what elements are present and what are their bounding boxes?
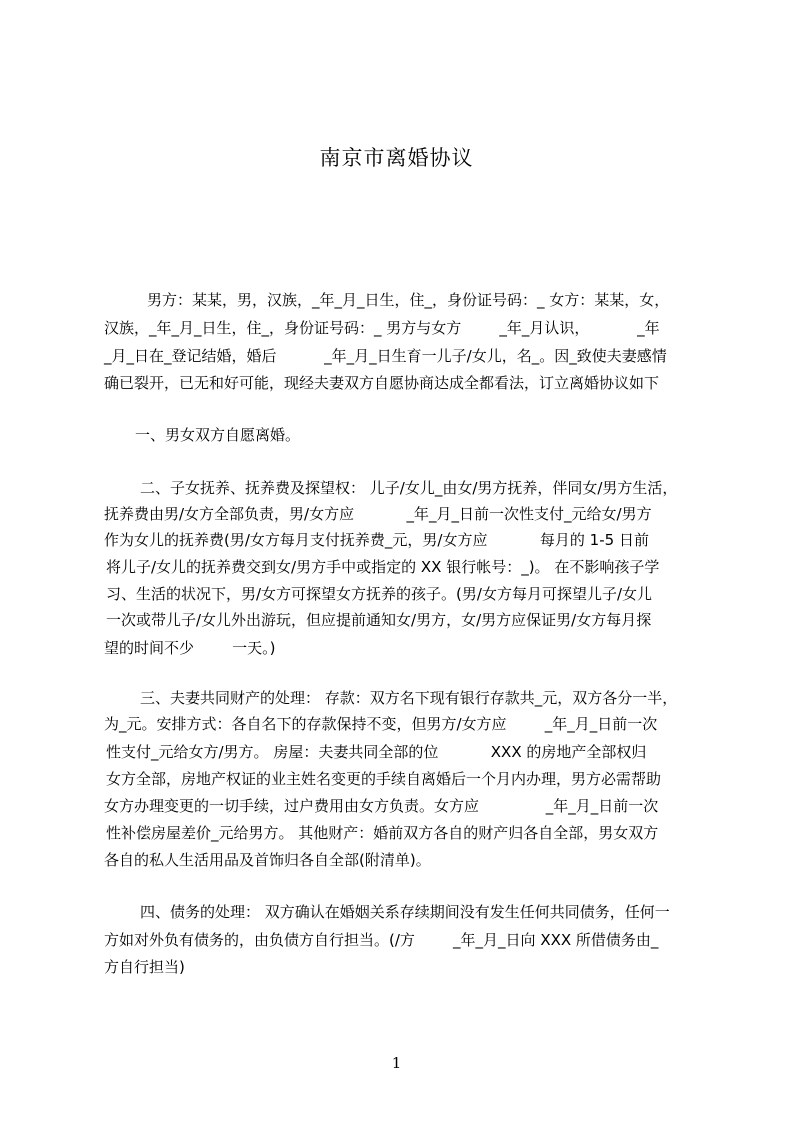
text-line: 一次或带儿子/女儿外出游玩，但应提前通知女/男方，女/男方应保证男/女方每月探 (106, 611, 652, 629)
text-line: 性支付_元给女方/男方。 房屋：夫妻共同全部的位 XXX 的房地产全部权归 (106, 743, 647, 761)
text-line: 男方：某某，男，汉族，_年_月_日生，住_，身份证号码：_ 女方：某某，女， (147, 291, 670, 309)
page-number: 1 (391, 1054, 402, 1072)
text-line: 汉族，_年_月_日生，住_，身份证号码：_ 男方与女方 _年_月认识， _年 (104, 319, 660, 337)
document-title: 南京市离婚协议 (319, 146, 474, 170)
text-line: 作为女儿的抚养费(男/女方每月支付抚养费_元，男/女方应 每月的 1-5 日前 (104, 531, 649, 549)
text-line: 三、夫妻共同财产的处理： 存款：双方名下现有银行存款共_元，双方各分一半， (140, 689, 678, 707)
text-line: 确已裂开，已无和好可能，现经夫妻双方自愿协商达成全都看法，订立离婚协议如下 (104, 374, 660, 392)
text-line: 将儿子/女儿的抚养费交到女/男方手中或指定的 XX 银行帐号：_)。 在不影响孩子学 (106, 558, 660, 576)
text-line: 性补偿房屋差价_元给男方。 其他财产：婚前双方各自的财产归各自全部，男女双方 (106, 824, 659, 842)
text-line: 女方全部，房地产权证的业主姓名变更的手续自离婚后一个月内办理，男方必需帮助 (106, 770, 662, 788)
text-line: 习、生活的状况下，男/女方可探望女方抚养的孩子。(男/女方每月可探望儿子/女儿 (106, 585, 653, 603)
text-line: 各自的私人生活用品及首饰归各自全部(附清单)。 (104, 851, 431, 869)
text-line: 为_元。安排方式：各自名下的存款保持不变，但男方/女方应 _年_月_日前一次 (104, 715, 658, 733)
text-line: 方自行担当) (104, 958, 185, 976)
text-line: 二、子女抚养、抚养费及探望权： 儿子/女儿_由女/男方抚养，伴同女/男方生活， (140, 479, 678, 497)
text-line: 一、男女双方自愿离婚。 (135, 426, 301, 444)
text-line: 四、债务的处理： 双方确认在婚姻关系存续期间没有发生任何共同债务，任何一 (140, 903, 670, 921)
text-line: 抚养费由男/女方全部负责，男/女方应 _年_月_日前一次性支付_元给女/男方 (104, 505, 652, 523)
text-line: _月_日在_登记结婚，婚后 _年_月_日生育一儿子/女儿，名_。因_致使夫妻感情 (104, 347, 667, 365)
text-line: 望的时间不少 一天。) (104, 639, 276, 657)
text-line: 方如对外负有债务的，由负债方自行担当。(/方 _年_月_日向 XXX 所借债务由_ (104, 931, 659, 949)
text-line: 女方办理变更的一切手续，过户费用由女方负责。女方应 _年_月_日前一次 (104, 797, 659, 815)
